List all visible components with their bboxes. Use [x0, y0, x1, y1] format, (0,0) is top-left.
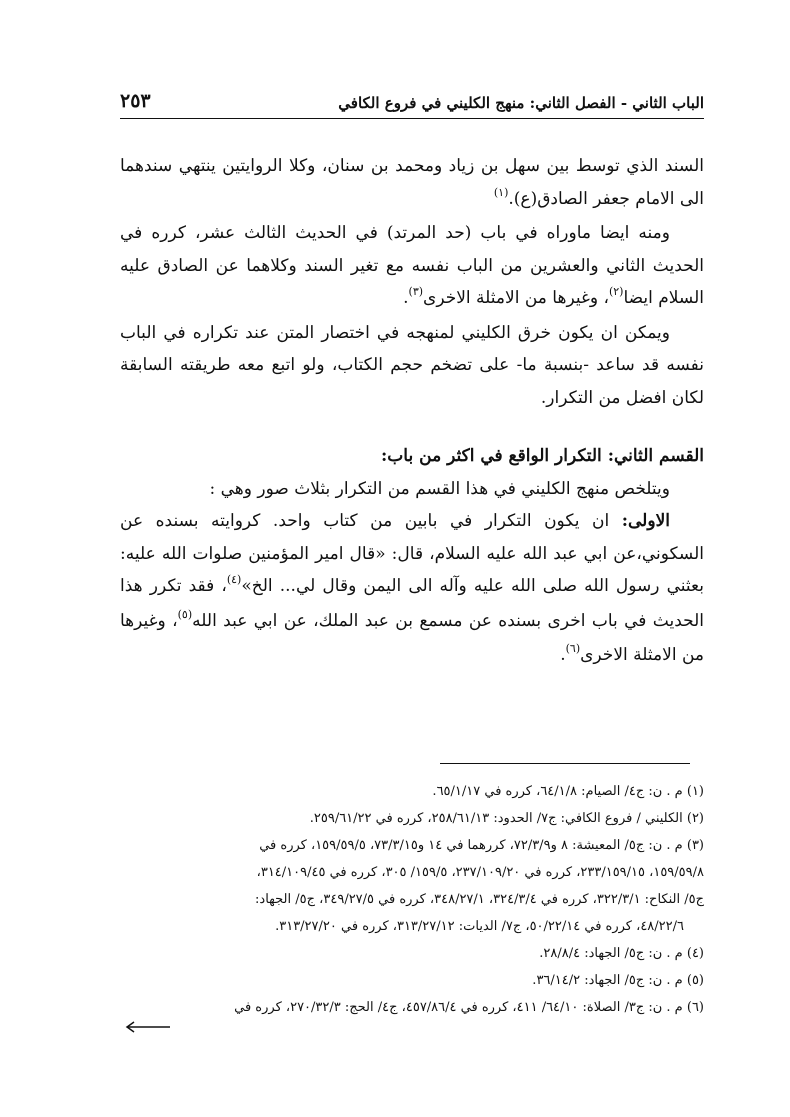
paragraph-2-text: ومنه ايضا ماوراه في باب (حد المرتد) في الحديث الثالث عشر، كرره في الحديث الثاني والعشرين من الباب نفسه مع تغير السند وكلاهما عن الصادق عليه السلام ايضا	[120, 223, 704, 308]
footnote-6: (٦) م . ن: ج٣/ الصلاة: ٦٤/١٠/ ٤١١، كرره في ٤٥٧/٨٦/٤، ج٤/ الحج: ٢٧٠/٣٢/٣، كرره في	[234, 1000, 704, 1015]
paragraph-5-lead: الاولى:	[621, 511, 670, 531]
footnote-2: (٢) الكليني / فروع الكافي: ج٧/ الحدود: ٢٥٨/٦١/١٣، كرره في ٢٥٩/٦١/٢٢.	[309, 811, 704, 826]
section-gap	[120, 414, 704, 440]
footnote-rule	[440, 763, 690, 764]
page-number: ٢٥٣	[120, 90, 151, 112]
paragraph-3: ويمكن ان يكون خرق الكليني لمنهجه في اختصار المتن عند تكراره في الباب نفسه قد ساعد -بنسبة ما- على تضخم حجم الكتاب، ولو اتبع معه طريقته السابقة لكان افضل من التكرار.	[120, 322, 704, 408]
paragraph-1	[120, 150, 704, 217]
paragraph-4: ويتلخص منهج الكليني في هذا القسم من التكرار بثلاث صور وهي :	[209, 478, 670, 499]
paragraph-2	[120, 217, 704, 317]
footnote-ref-6: (٦)	[565, 642, 581, 655]
running-header	[120, 84, 704, 112]
arrow-left-icon	[124, 1020, 172, 1034]
paragraph-2-tail: ، وغيرها من الامثلة الاخرى	[423, 288, 609, 308]
footnote-ref-4: (٤)	[226, 573, 242, 586]
footnote-3-line-4: ٤٨/٢٢/٦، كرره في ٥٠/٢٢/١٤، ج٧/ الديات: ٣١٣/٢٧/١٢، كرره في ٣١٣/٢٧/٢٠.	[275, 919, 684, 934]
main-text	[120, 150, 704, 674]
paragraph-5-text: ان يكون التكرار في بابين من كتاب واحد. كروايته بسنده عن السكوني،عن ابي عبد الله عليه السلام، قال: «قال امير المؤمنين صلوات الله عليه: بعثني رسول الله صلى الله عليه وآله الى اليمن وقال لي... الخ»	[120, 511, 704, 596]
paragraph-5-mid: ، فقد تكرر هذا الحديث في باب اخرى بسنده عن مسمع بن عبد الملك، عن ابي عبد الله	[120, 576, 704, 631]
footnote-ref-1: (١)	[493, 185, 509, 199]
paragraph-5	[120, 505, 704, 674]
paragraph-5-end: .	[560, 645, 566, 665]
footnote-3-line-3: ج٥/ النكاح: ٣٢٢/٣/١، كرره في ٣٢٤/٣/٤، ٣٤٨/٢٧/١، كرره في ٣٤٩/٢٧/٥، ج٥/ الجهاد:	[255, 892, 704, 907]
footnotes	[120, 778, 704, 1021]
footnote-3: (٣) م . ن: ج٥/ المعيشة: ٨ و٧٢/٣/٩، كررهما في ١٤ و٧٣/٣/١٥، ١٥٩/٥٩/٥، كرره في	[259, 838, 704, 853]
paragraph-1-text: السند الذي توسط بين سهل بن زياد ومحمد بن سنان، وكلا الروايتين ينتهي سندهما الى الامام جعفر الصادق(ع).	[120, 156, 704, 209]
footnote-1: (١) م . ن: ج٤/ الصيام: ٦٤/١/٨، كرره في ٦٥/١/١٧.	[432, 784, 704, 799]
header-title: الباب الثاني - الفصل الثاني: منهج الكليني في فروع الكافي	[338, 94, 704, 112]
header-rule	[120, 118, 704, 119]
footnote-ref-2: (٢)	[608, 285, 624, 298]
footnote-4: (٤) م . ن: ج٥/ الجهاد: ٢٨/٨/٤.	[539, 946, 704, 961]
paragraph-5-tail: ، وغيرها من الامثلة الاخرى	[120, 610, 704, 665]
paragraph-2-end: .	[403, 288, 409, 308]
footnote-5: (٥) م . ن: ج٥/ الجهاد: ٣٦/١٤/٢.	[532, 973, 704, 988]
section-heading: القسم الثاني: التكرار الواقع في اكثر من باب:	[381, 446, 704, 466]
footnote-ref-5: (٥)	[177, 607, 193, 621]
footnote-3-line-2: ١٥٩/٥٩/٨، ٢٣٣/١٥٩/١٥، كرره في ٢٣٧/١٠٩/٢٠، ١٥٩/٥/ ٣٠٥، كرره في ٣١٤/١٠٩/٤٥،	[256, 865, 704, 880]
footnote-ref-3: (٣)	[408, 285, 424, 298]
